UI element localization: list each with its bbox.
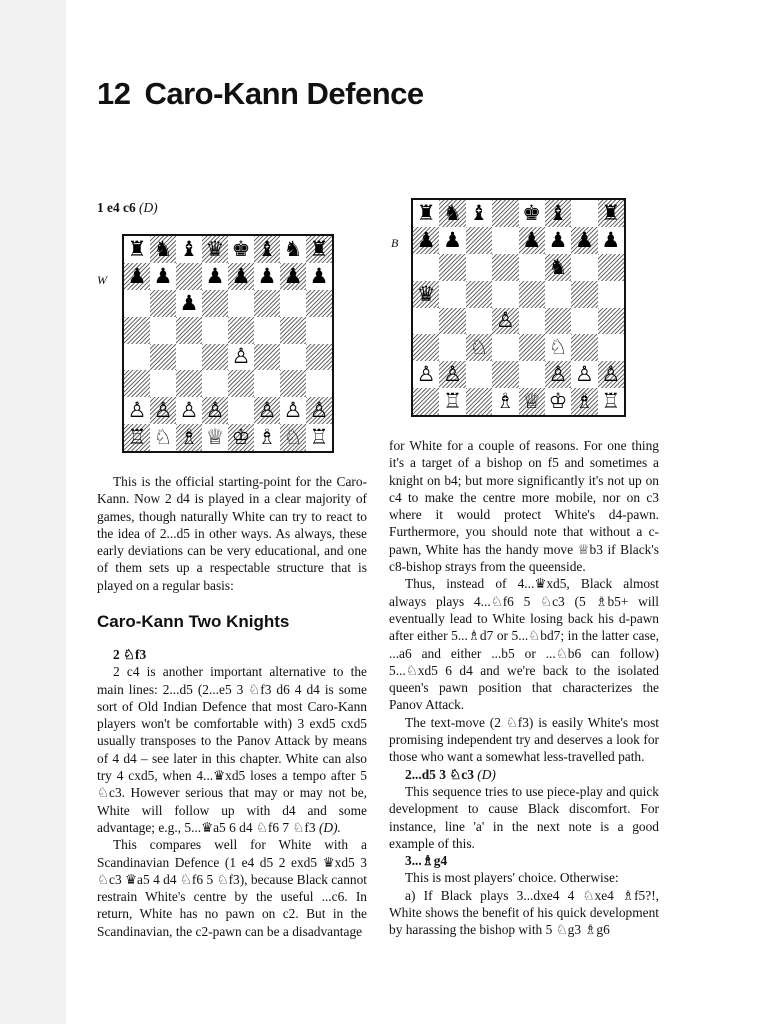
board-square: [150, 317, 176, 344]
board-square: [439, 200, 465, 227]
board-square: [598, 334, 624, 361]
chess-piece-icon: ♘: [283, 425, 303, 450]
board-square: [150, 424, 176, 451]
chess-piece-icon: ♙: [416, 362, 436, 387]
board-square: [176, 344, 202, 371]
board-square: [439, 334, 465, 361]
board-square: [492, 200, 518, 227]
board-square: [150, 263, 176, 290]
diagram1-heading: [97, 200, 158, 216]
chess-piece-icon: ♜: [309, 236, 329, 261]
board-square: [598, 200, 624, 227]
board-square: [466, 254, 492, 281]
chess-piece-icon: ♘: [548, 335, 568, 360]
chess-piece-icon: ♙: [283, 398, 303, 423]
board-square: [439, 361, 465, 388]
board-square: [413, 200, 439, 227]
chess-piece-icon: ♟: [205, 263, 225, 288]
board-square: [150, 397, 176, 424]
board-square: [545, 308, 571, 335]
board-square: [254, 370, 280, 397]
chess-piece-icon: ♟: [179, 290, 199, 315]
chess-piece-icon: ♟: [443, 227, 462, 252]
chess-piece-icon: ♖: [443, 389, 462, 414]
board-square: [519, 361, 545, 388]
board-square: [228, 397, 254, 424]
board-square: [228, 424, 254, 451]
board-square: [176, 370, 202, 397]
board-square: [280, 236, 306, 263]
board-square: [466, 334, 492, 361]
board-square: [413, 361, 439, 388]
right-para-5: This is most players' choice. Otherwise:: [405, 870, 619, 886]
board-square: [176, 263, 202, 290]
board-square: [519, 254, 545, 281]
chess-piece-icon: ♘: [469, 335, 489, 360]
board-square: [545, 281, 571, 308]
diagram2-grid: [413, 200, 624, 415]
board-square: [545, 334, 571, 361]
board-square: [280, 263, 306, 290]
board-square: [306, 370, 332, 397]
left-para-1-tag: (D).: [318, 819, 341, 835]
board-square: [280, 424, 306, 451]
board-square: [571, 281, 597, 308]
board-square: [439, 281, 465, 308]
board-square: [280, 344, 306, 371]
board-square: [519, 308, 545, 335]
chess-piece-icon: ♟: [309, 263, 329, 288]
right-para-1: for White for a couple of reasons. For one thing it's a target of a bishop on f5 and sometimes a knight on b4; but more significantly it's not up on c4 to make the centre more mobile, nor on c3 where it would protect White's d4-pawn. Furthermore, you should note that without a c-pawn, White has the handy move ♕b3 if Black's c8-bishop strays from the queenside.: [389, 438, 659, 575]
left-para-1: [97, 663, 367, 836]
chess-piece-icon: ♙: [257, 398, 277, 423]
board-square: [306, 317, 332, 344]
chess-piece-icon: ♙: [205, 398, 225, 423]
chess-piece-icon: ♟: [522, 227, 542, 252]
board-square: [519, 334, 545, 361]
board-square: [280, 317, 306, 344]
board-square: [124, 236, 150, 263]
board-square: [598, 281, 624, 308]
board-square: [202, 263, 228, 290]
chess-piece-icon: ♞: [548, 254, 568, 279]
move-line-a: [389, 766, 659, 783]
board-square: [466, 388, 492, 415]
board-square: [306, 236, 332, 263]
chess-piece-icon: ♟: [416, 227, 436, 252]
board-square: [413, 227, 439, 254]
chess-piece-icon: ♜: [127, 236, 147, 261]
chess-piece-icon: ♞: [283, 236, 303, 261]
intro-paragraph: This is the official starting-point for the Caro-Kann. Now 2 d4 is played in a clear majority of games, though naturally White can try to react to the idea of 2...d5 in other ways. As always, these early deviations can be very educational, and one of them sets up a respectable structure that is played on a regular basis:: [97, 474, 367, 593]
board-square: [124, 424, 150, 451]
chess-piece-icon: ♟: [575, 227, 594, 252]
chess-piece-icon: ♕: [522, 389, 542, 414]
board-square: [413, 254, 439, 281]
board-square: [228, 317, 254, 344]
board-square: [124, 397, 150, 424]
board-square: [228, 344, 254, 371]
board-square: [228, 290, 254, 317]
board-square: [571, 361, 597, 388]
move-a: 2...d5 3 ♘c3: [405, 766, 474, 782]
chess-piece-icon: ♞: [153, 236, 173, 261]
board-square: [466, 308, 492, 335]
board-square: [571, 388, 597, 415]
board-square: [571, 254, 597, 281]
chess-piece-icon: ♝: [469, 200, 489, 225]
board-square: [519, 227, 545, 254]
board-square: [439, 254, 465, 281]
chess-piece-icon: ♛: [205, 236, 225, 261]
board-square: [545, 254, 571, 281]
board-square: [280, 370, 306, 397]
board-square: [598, 361, 624, 388]
board-square: [202, 236, 228, 263]
board-square: [306, 344, 332, 371]
board-square: [571, 308, 597, 335]
right-body: [389, 437, 659, 939]
board-square: [413, 334, 439, 361]
right-para-3: The text-move (2 ♘f3) is easily White's most promising independent try and deserves a look for those who want a somewhat less-travelled path.: [389, 714, 659, 765]
board-square: [176, 424, 202, 451]
chess-piece-icon: ♙: [601, 362, 621, 387]
board-square: [150, 344, 176, 371]
chess-piece-icon: ♚: [231, 236, 251, 261]
board-square: [202, 290, 228, 317]
left-para-2: This compares well for White with a Scandinavian Defence (1 e4 d5 2 exd5 ♛xd5 3 ♘c3 ♛a5 4 d4 ♘f6 5 ♘f3), because Black cannot restrain White's centre by the useful ...c6. In return, White has no pawn on c2. But in the Scandinavian, the c2-pawn can be a disadvantage: [97, 837, 367, 939]
board-square: [439, 308, 465, 335]
board-square: [254, 263, 280, 290]
board-square: [202, 370, 228, 397]
chess-piece-icon: ♜: [416, 200, 436, 225]
chess-piece-icon: ♖: [601, 389, 621, 414]
chess-piece-icon: ♝: [548, 200, 568, 225]
board-square: [306, 397, 332, 424]
chess-piece-icon: ♗: [179, 425, 199, 450]
board-square: [124, 263, 150, 290]
chess-piece-icon: ♗: [257, 425, 277, 450]
chess-piece-icon: ♞: [443, 200, 462, 225]
board-square: [124, 290, 150, 317]
move-2: 2 ♘f3: [113, 647, 147, 662]
chess-piece-icon: ♙: [127, 398, 147, 423]
chess-piece-icon: ♙: [548, 362, 568, 387]
board-square: [254, 290, 280, 317]
board-square: [280, 290, 306, 317]
board-square: [571, 200, 597, 227]
board-square: [598, 254, 624, 281]
board-square: [492, 334, 518, 361]
chess-piece-icon: ♕: [205, 425, 225, 450]
chess-piece-icon: ♟: [283, 263, 303, 288]
chess-piece-icon: ♙: [495, 308, 515, 333]
board-square: [124, 344, 150, 371]
chess-piece-icon: ♟: [127, 263, 147, 288]
chess-piece-icon: ♟: [231, 263, 251, 288]
move-a-tag: (D): [477, 766, 496, 782]
chess-piece-icon: ♜: [601, 200, 621, 225]
chapter-title-text: Caro-Kann Defence: [144, 76, 424, 111]
chess-piece-icon: ♗: [575, 389, 594, 414]
board-square: [176, 290, 202, 317]
board-square: [254, 236, 280, 263]
board-square: [545, 227, 571, 254]
chess-piece-icon: ♖: [309, 425, 329, 450]
section-heading: Caro-Kann Two Knights: [97, 612, 290, 631]
board-square: [466, 227, 492, 254]
chess-diagram-2: [411, 198, 626, 417]
board-square: [254, 424, 280, 451]
board-square: [306, 290, 332, 317]
board-square: [492, 388, 518, 415]
board-square: [492, 227, 518, 254]
board-square: [492, 254, 518, 281]
board-square: [176, 397, 202, 424]
board-square: [150, 290, 176, 317]
board-square: [519, 388, 545, 415]
chess-piece-icon: ♗: [495, 389, 515, 414]
board-square: [413, 308, 439, 335]
board-square: [466, 361, 492, 388]
chess-piece-icon: ♙: [309, 398, 329, 423]
chapter-title: [97, 76, 424, 112]
chess-piece-icon: ♛: [416, 281, 436, 306]
left-body: [97, 646, 367, 940]
left-intro: [97, 473, 367, 594]
chess-piece-icon: ♔: [548, 389, 568, 414]
chess-piece-icon: ♚: [522, 200, 542, 225]
chess-piece-icon: ♖: [127, 425, 147, 450]
board-square: [228, 236, 254, 263]
diagram1-moves: 1 e4 c6: [97, 200, 136, 215]
chess-piece-icon: ♔: [231, 425, 251, 450]
board-square: [571, 227, 597, 254]
board-square: [545, 361, 571, 388]
diagram1-grid: [124, 236, 332, 451]
board-square: [519, 200, 545, 227]
board-square: [202, 344, 228, 371]
board-square: [439, 388, 465, 415]
board-square: [306, 263, 332, 290]
chess-piece-icon: ♙: [575, 362, 594, 387]
board-square: [571, 334, 597, 361]
right-para-4: This sequence tries to use piece-play and quick development to cause Black discomfort. For instance, line 'a' in the next note is a good example of this.: [389, 783, 659, 851]
chess-piece-icon: ♙: [153, 398, 173, 423]
board-square: [150, 370, 176, 397]
board-square: [202, 317, 228, 344]
diagram1-side-label: W: [97, 273, 107, 287]
chess-piece-icon: ♝: [179, 236, 199, 261]
board-square: [413, 281, 439, 308]
board-square: [150, 236, 176, 263]
diagram2-side-label: B: [391, 236, 399, 250]
board-square: [306, 424, 332, 451]
board-square: [492, 361, 518, 388]
board-square: [492, 308, 518, 335]
board-square: [545, 200, 571, 227]
board-square: [228, 263, 254, 290]
board-square: [254, 344, 280, 371]
chess-piece-icon: ♙: [231, 344, 251, 369]
chess-piece-icon: ♟: [548, 227, 568, 252]
board-square: [124, 317, 150, 344]
board-square: [202, 397, 228, 424]
board-square: [176, 317, 202, 344]
board-square: [466, 281, 492, 308]
board-square: [413, 388, 439, 415]
chess-piece-icon: ♟: [257, 263, 277, 288]
board-square: [176, 236, 202, 263]
chess-piece-icon: ♙: [443, 362, 462, 387]
board-square: [598, 227, 624, 254]
chess-piece-icon: ♙: [179, 398, 199, 423]
board-square: [254, 397, 280, 424]
chess-diagram-1: [122, 234, 334, 453]
board-square: [492, 281, 518, 308]
chess-piece-icon: ♘: [153, 425, 173, 450]
board-square: [598, 308, 624, 335]
board-square: [254, 317, 280, 344]
board-square: [598, 388, 624, 415]
left-para-1-text: 2 c4 is another important alternative to the main lines: 2...d5 (2...e5 3 ♘f3 d6 4 d4 is some sort of Old Indian Defence that most Caro-Kann players won't be comfortable with) 3 exd5 cxd5 usually transposes to the Panov Attack by means of 4 d4 – see later in this chapter. White can also try 4 cxd5, when 4...♛xd5 loses a tempo after 5 ♘c3. However serious that may or may not be, White will follow up with d4 and some advantage; e.g., 5...♛a5 6 d4 ♘f6 7 ♘f3: [97, 664, 367, 835]
chess-piece-icon: ♟: [153, 263, 173, 288]
board-square: [202, 424, 228, 451]
board-square: [466, 200, 492, 227]
page-margin: [0, 0, 66, 1024]
chess-piece-icon: ♝: [257, 236, 277, 261]
board-square: [228, 370, 254, 397]
right-para-2: Thus, instead of 4...♛xd5, Black almost always plays 4...♘f6 5 ♘c3 (5 ♗b5+ will eventually lead to White losing back his d-pawn after either 5...♗d7 or 5...♘bd7; in the latter case, ...a6 and either ...b5 or ...♘b6 can follow) 5...♘xd5 6 d4 and we're back to the isolated queen's pawn position that characterizes the Panov Attack.: [389, 576, 659, 713]
chess-piece-icon: ♟: [601, 227, 621, 252]
board-square: [545, 388, 571, 415]
right-para-6: a) If Black plays 3...dxe4 4 ♘xe4 ♗f5?!, White shows the benefit of his quick development by harassing the bishop with 5 ♘g3 ♗g6: [389, 887, 659, 938]
board-square: [519, 281, 545, 308]
board-square: [280, 397, 306, 424]
move-b: 3...♗g4: [405, 853, 448, 869]
board-square: [439, 227, 465, 254]
board-square: [124, 370, 150, 397]
chapter-number: 12: [97, 76, 131, 111]
diagram1-tag: (D): [139, 200, 158, 215]
